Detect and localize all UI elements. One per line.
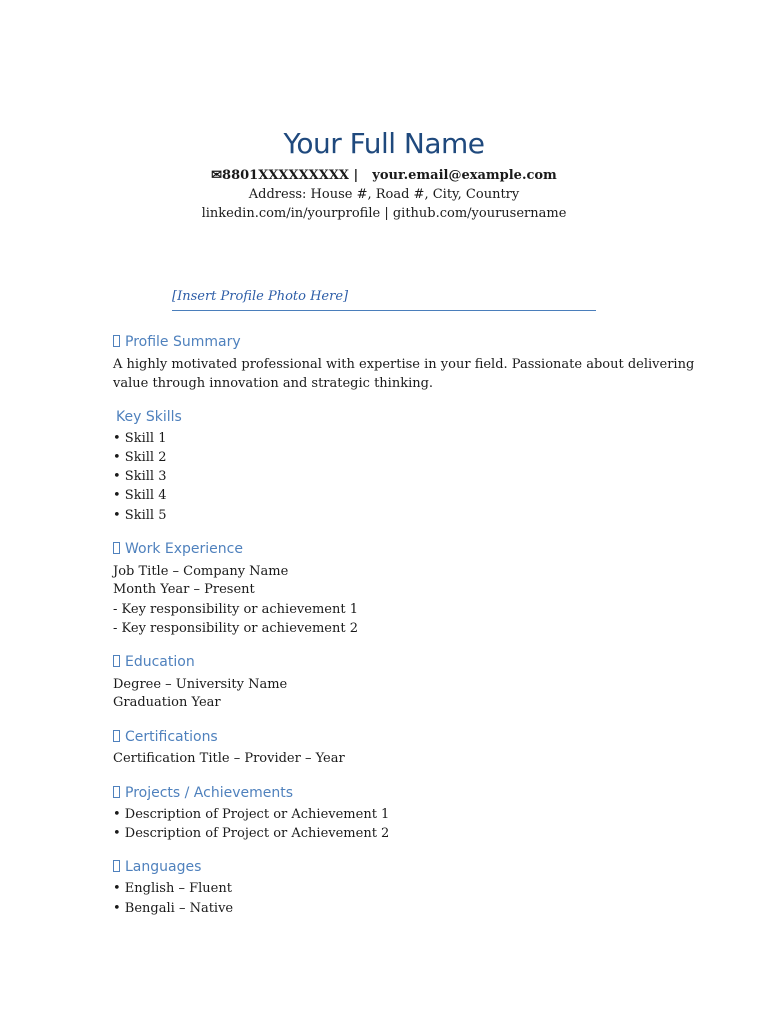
section-title: Projects / Achievements: [125, 785, 294, 801]
summary-line: value through innovation and strategic thinking.: [113, 376, 434, 391]
section-profile-summary: [113, 332, 241, 352]
project-line: • Description of Project or Achievement 2: [113, 826, 390, 841]
skill-item: • Skill 5: [113, 508, 167, 523]
missing-glyph-icon: [113, 860, 120, 872]
missing-glyph-icon: [113, 542, 120, 554]
section-title: Work Experience: [125, 541, 243, 557]
section-education: [113, 652, 195, 672]
section-certifications: [113, 727, 218, 747]
language-line: • Bengali – Native: [113, 901, 234, 916]
full-name: Your Full Name: [283, 127, 485, 160]
missing-glyph-icon: [113, 786, 120, 798]
skill-item: • Skill 4: [113, 488, 167, 503]
phone-number: ✉8801XXXXXXXXX |: [211, 168, 359, 183]
missing-glyph-icon: [113, 655, 120, 667]
skill-item: • Skill 1: [113, 431, 167, 446]
language-line: • English – Fluent: [113, 881, 232, 896]
education-line: Degree – University Name: [113, 677, 288, 692]
profile-links: linkedin.com/in/yourprofile | github.com/yourusername: [201, 206, 567, 221]
profile-photo-placeholder: [Insert Profile Photo Here]: [172, 288, 596, 311]
missing-glyph-icon: [113, 730, 120, 742]
experience-line: - Key responsibility or achievement 1: [113, 602, 358, 617]
experience-line: Job Title – Company Name: [113, 564, 289, 579]
skill-item: • Skill 2: [113, 450, 167, 465]
education-line: Graduation Year: [113, 695, 221, 710]
missing-glyph-icon: [113, 335, 120, 347]
experience-line: - Key responsibility or achievement 2: [113, 621, 358, 636]
project-line: • Description of Project or Achievement 1: [113, 807, 390, 822]
summary-line: A highly motivated professional with expertise in your field. Passionate about delivering: [113, 357, 695, 372]
section-languages: [113, 857, 201, 877]
address: Address: House #, Road #, City, Country: [248, 187, 520, 202]
section-work-experience: [113, 539, 243, 559]
section-title: Profile Summary: [125, 334, 241, 350]
section-key-skills: Key Skills: [116, 409, 182, 425]
skill-item: • Skill 3: [113, 469, 167, 484]
section-title: Certifications: [125, 729, 218, 745]
section-projects: [113, 783, 293, 803]
email-address: your.email@example.com: [372, 168, 557, 183]
section-title: Languages: [125, 859, 202, 875]
contact-phone-email: [0, 167, 768, 185]
section-title: Education: [125, 654, 195, 670]
certification-line: Certification Title – Provider – Year: [113, 751, 345, 766]
experience-line: Month Year – Present: [113, 582, 255, 597]
